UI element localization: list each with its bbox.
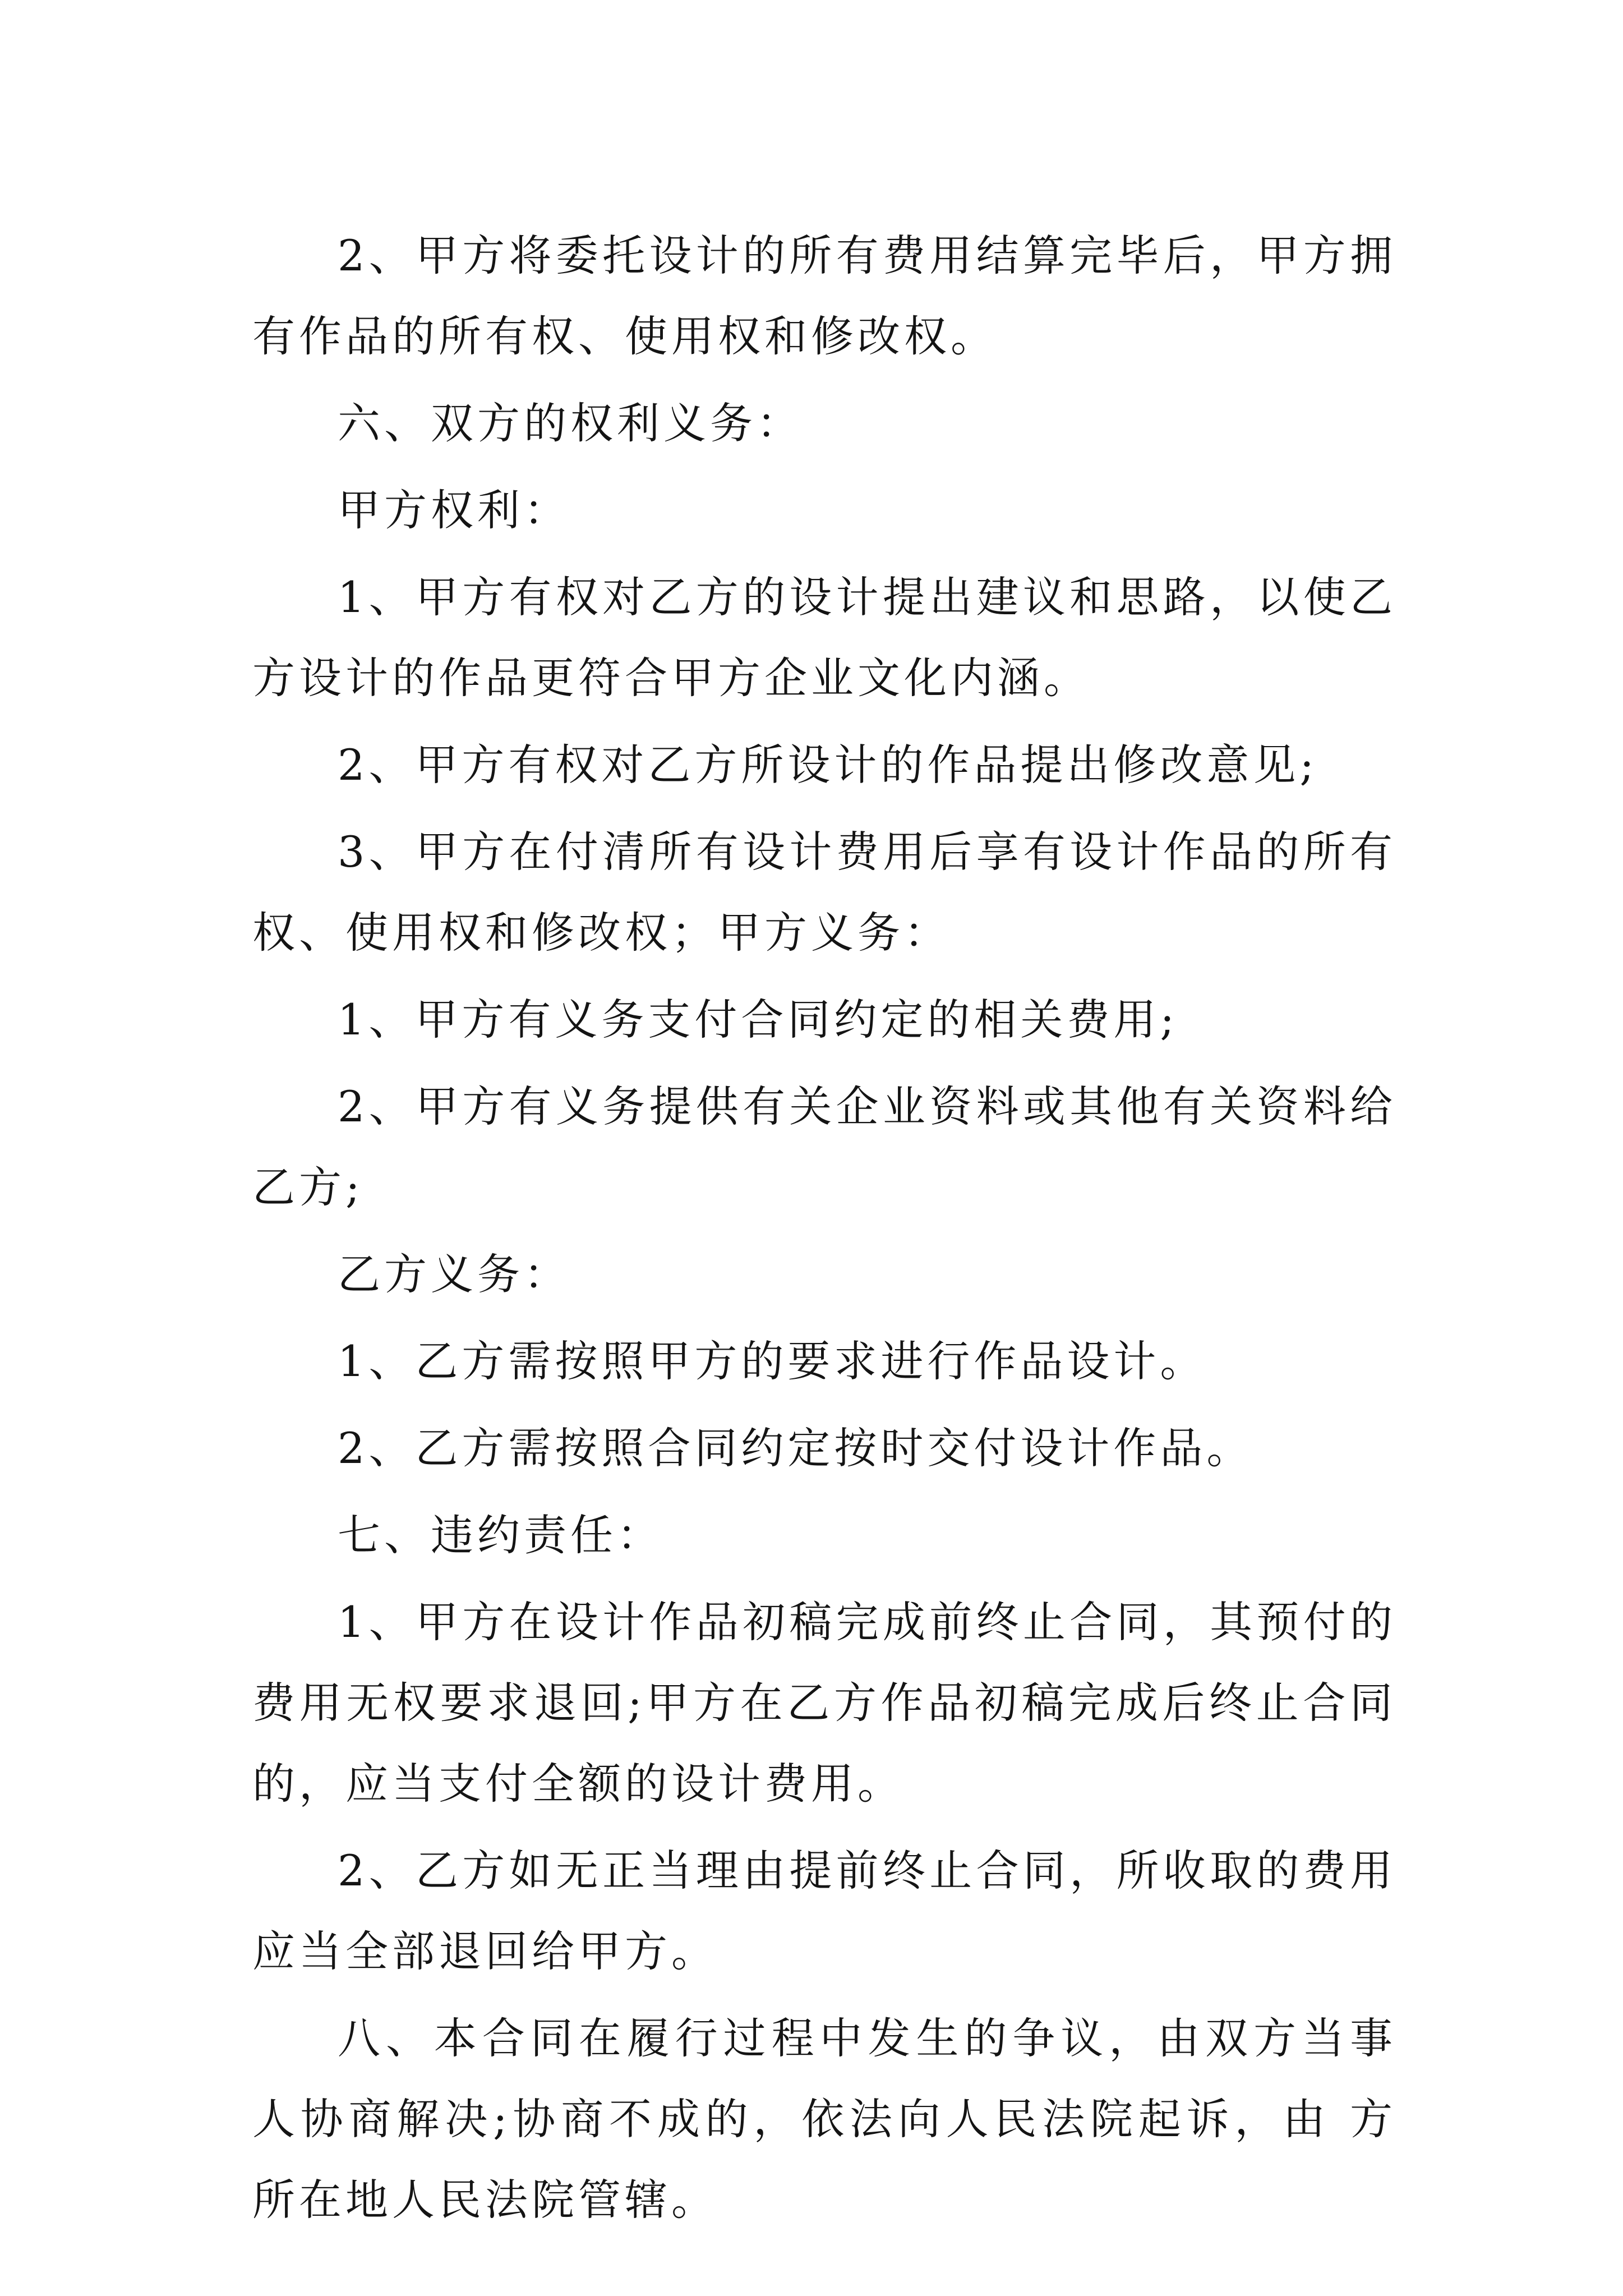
paragraph-party-a-right-3: 3、甲方在付清所有设计费用后享有设计作品的所有权、使用权和修改权；甲方义务： [252,827,1396,958]
paragraph-payment-ownership: 2、甲方将委托设计的所有费用结算完毕后，甲方拥有作品的所有权、使用权和修改权。 [252,231,1396,361]
paragraph-party-b-obligation-2: 2、乙方需按照合同约定按时交付设计作品。 [338,1423,1253,1473]
paragraph-breach-2: 2、乙方如无正当理由提前终止合同，所收取的费用应当全部退回给甲方。 [252,1846,1396,1976]
subheading-party-b-obligations: 乙方义务： [338,1249,570,1299]
paragraph-party-a-obligation-1: 1、甲方有义务支付合同约定的相关费用; [338,995,1178,1045]
section-heading-rights-obligations: 六、双方的权利义务： [338,398,803,448]
paragraph-party-a-obligation-2: 2、甲方有义务提供有关企业资料或其他有关资料给乙方; [252,1082,1396,1212]
paragraph-party-b-obligation-1: 1、乙方需按照甲方的要求进行作品设计。 [338,1336,1207,1386]
section-heading-breach-liability: 七、违约责任： [338,1510,663,1560]
paragraph-party-a-right-1: 1、甲方有权对乙方的设计提出建议和思路，以使乙方设计的作品更符合甲方企业文化内涵。 [252,572,1396,703]
document-body [252,215,1396,2247]
paragraph-party-a-right-2: 2、甲方有权对乙方所设计的作品提出修改意见; [338,740,1318,790]
paragraph-dispute-resolution: 八、本合同在履行过程中发生的争议，由双方当事人协商解决;协商不成的，依法向人民法院起诉，由 方所在地人民法院管辖。 [252,2013,1396,2225]
paragraph-breach-1: 1、甲方在设计作品初稿完成前终止合同，其预付的费用无权要求退回;甲方在乙方作品初稿完成后终止合同的，应当支付全额的设计费用。 [252,1597,1396,1809]
subheading-party-a-rights: 甲方权利： [338,485,570,535]
